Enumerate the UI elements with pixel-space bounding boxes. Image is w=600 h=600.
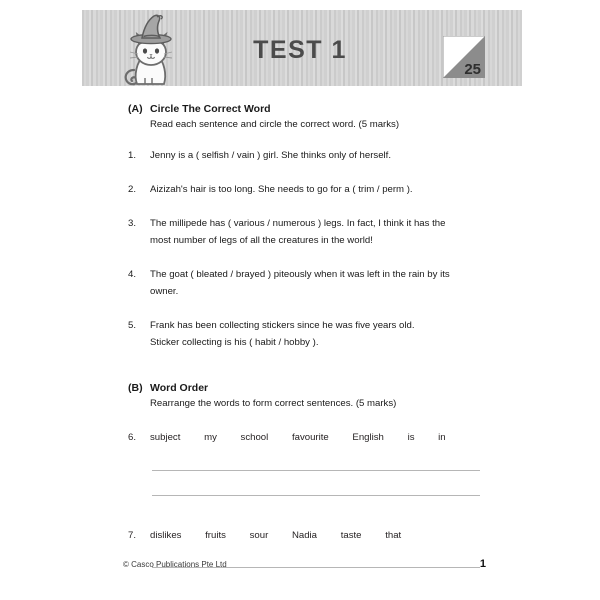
section-a-letter: (A): [128, 103, 143, 115]
question-6-answer-line[interactable]: [152, 470, 480, 471]
section-b-heading: [0, 380, 600, 396]
question-6-word: is: [407, 432, 415, 443]
question-7-word: sour: [249, 530, 269, 541]
page-number: 1: [479, 558, 486, 570]
question-6-word: school: [240, 432, 269, 443]
question-2-number: 2.: [128, 184, 137, 195]
copyright-text: © Casco Publications Pte Ltd: [123, 560, 227, 569]
worksheet-body: [0, 95, 600, 568]
page-footer: [0, 560, 600, 580]
page-header: [0, 0, 600, 95]
question-5: [0, 317, 600, 351]
section-a: [0, 101, 600, 351]
section-a-instruction: Read each sentence and circle the correct word. (5 marks): [150, 119, 400, 130]
section-a-title: Circle The Correct Word: [150, 103, 271, 115]
question-7: [0, 527, 600, 544]
question-7-word: taste: [340, 530, 362, 541]
witch-cat-icon: [118, 12, 184, 92]
question-3-text-line2: most number of legs of all the creatures in the world!: [150, 235, 373, 246]
question-2: [0, 181, 600, 198]
question-6: [0, 429, 600, 446]
question-7-number: 7.: [128, 530, 137, 541]
question-5-number: 5.: [128, 320, 137, 331]
question-3-text: The millipede has ( various / numerous ) legs. In fact, I think it has the: [150, 218, 446, 229]
question-7-word: fruits: [205, 530, 226, 541]
question-6-number: 6.: [128, 432, 137, 443]
question-5-text: Frank has been collecting stickers since he was five years old.: [150, 320, 415, 331]
question-4-number: 4.: [128, 269, 137, 280]
question-1: [0, 147, 600, 164]
question-4-text: The goat ( bleated / brayed ) piteously when it was left in the rain by its: [150, 269, 450, 280]
question-4: [0, 266, 600, 300]
question-5-text-line2: Sticker collecting is his ( habit / hobby ).: [150, 337, 319, 348]
question-6-word: favourite: [291, 432, 329, 443]
section-b: [0, 380, 600, 568]
question-1-number: 1.: [128, 150, 137, 161]
question-1-text: Jenny is a ( selfish / vain ) girl. She thinks only of herself.: [150, 150, 392, 161]
question-7-word: Nadia: [291, 530, 318, 541]
question-4-text-line2: owner.: [150, 286, 179, 297]
marks-badge: [443, 36, 485, 78]
section-b-title: Word Order: [150, 382, 209, 394]
section-a-heading: [0, 101, 600, 117]
question-6-word: in: [438, 432, 446, 443]
page-title: TEST 1: [253, 36, 347, 64]
question-7-word: dislikes: [150, 530, 182, 541]
question-3-number: 3.: [128, 218, 137, 229]
section-b-letter: (B): [128, 382, 143, 394]
question-6-word: English: [352, 432, 384, 443]
question-6-word: my: [204, 432, 217, 443]
question-2-text: Aizizah's hair is too long. She needs to go for a ( trim / perm ).: [150, 184, 413, 195]
question-6-word: subject: [150, 432, 181, 443]
marks-badge-value: 25: [464, 61, 481, 78]
question-3: [0, 215, 600, 249]
question-7-word: that: [385, 530, 402, 541]
section-b-instruction: Rearrange the words to form correct sentences. (5 marks): [150, 398, 397, 409]
question-6-answer-line[interactable]: [152, 495, 480, 496]
